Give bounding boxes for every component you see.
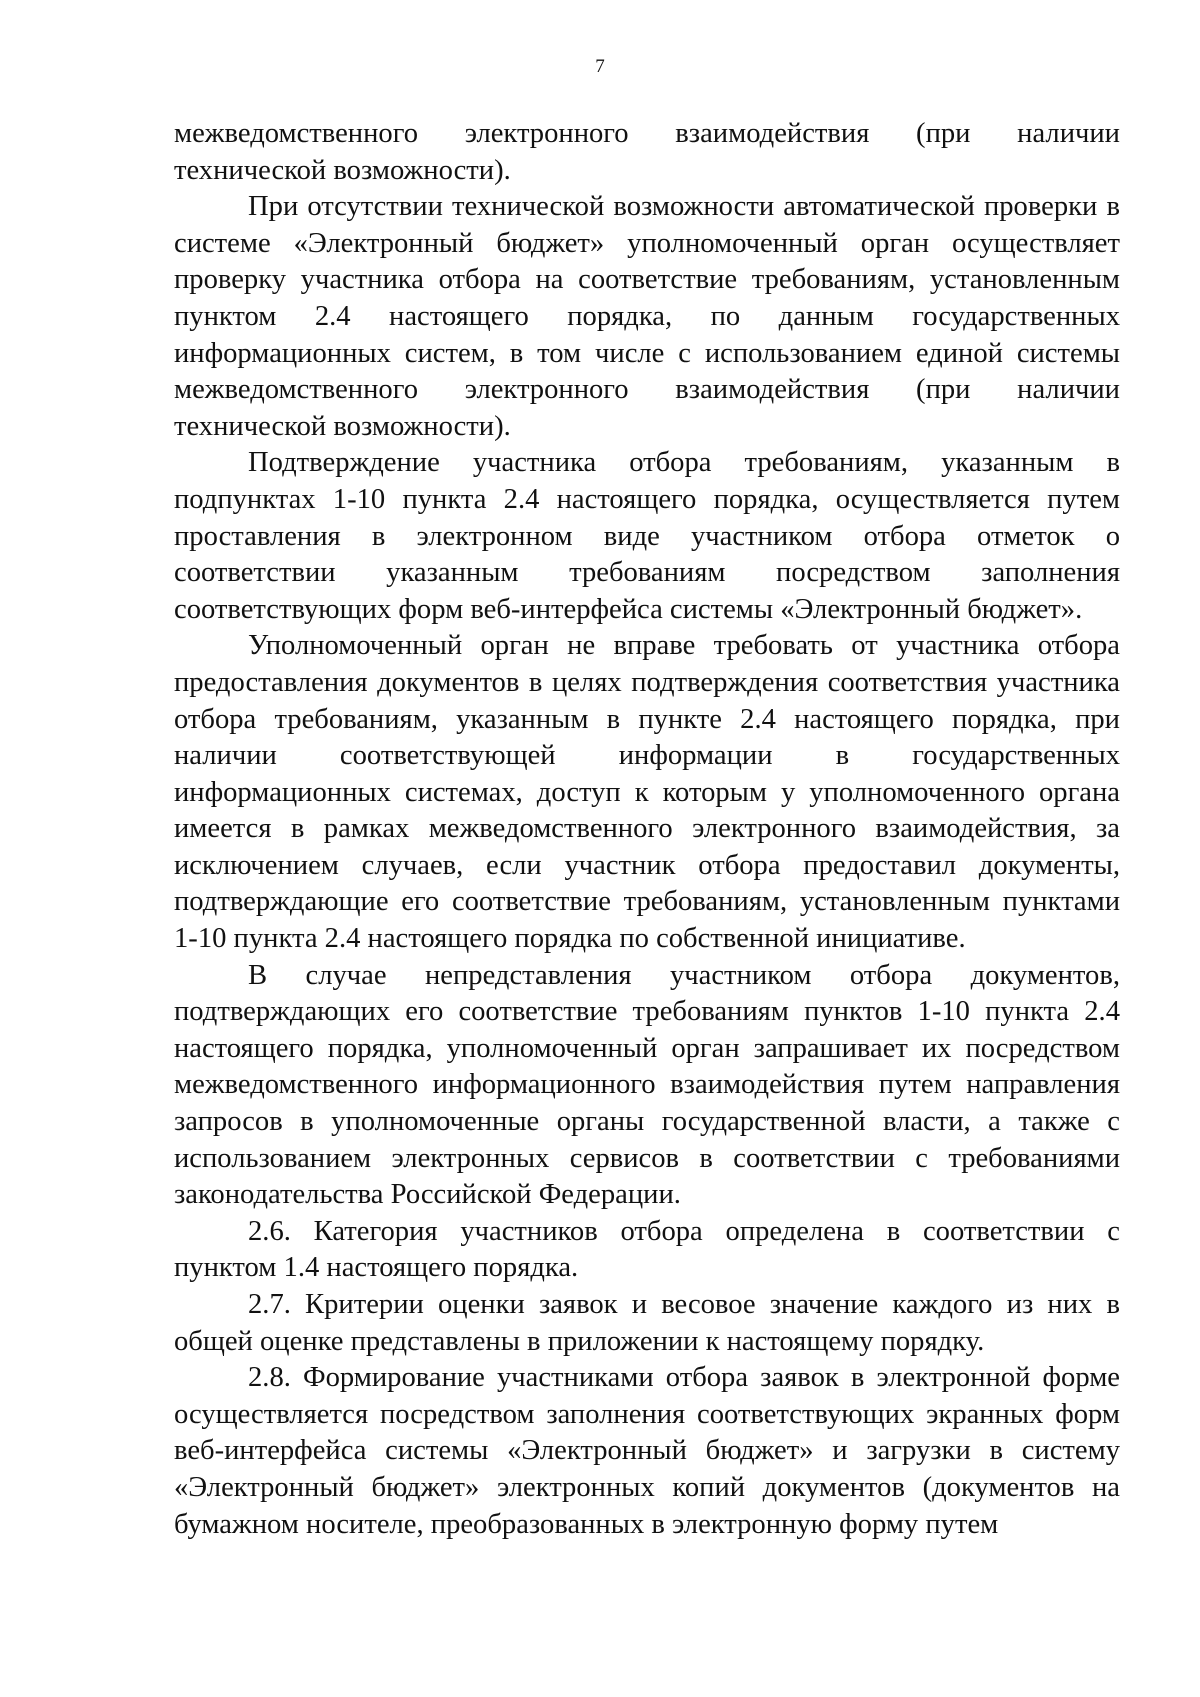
paragraph-clause-2-6: 2.6. Категория участников отбора определена в соответствии с пунктом 1.4 настоящего порядка. [174, 1215, 1120, 1284]
paragraph-confirmation: Подтверждение участника отбора требованиям, указанным в подпунктах 1-10 пункта 2.4 настоящего порядка, осуществляется путем проставления в электронном виде участником отбора отметок о соответствии указанным требованиям посредством заполнения соответствующих форм веб-интерфейса системы «Электронный бюджет». [174, 447, 1120, 625]
paragraph-continuation: межведомственного электронного взаимодействия (при наличии технической возможности). [174, 118, 1120, 186]
document-body [174, 116, 1120, 1543]
paragraph-clause-2-8: 2.8. Формирование участниками отбора заявок в электронной форме осуществляется посредством заполнения соответствующих экранных форм веб-интерфейса системы «Электронный бюджет» и загрузки в систему «Электронный бюджет» электронных копий документов (документов на бумажном носителе, преобразованных в электронную форму путем [174, 1362, 1120, 1540]
paragraph-non-submission: В случае непредставления участником отбора документов, подтверждающих его соответствие требованиям пунктов 1-10 пункта 2.4 настоящего порядка, уполномоченный орган запрашивает их посредством межведомственного информационного взаимодействия путем направления запросов в уполномоченные органы государственной власти, а также с использованием электронных сервисов в соответствии с требованиями законодательства Российской Федерации. [174, 959, 1120, 1211]
paragraph-no-documents-required: Уполномоченный орган не вправе требовать от участника отбора предоставления документов в целях подтверждения соответствия участника отбора требованиям, указанным в пункте 2.4 настоящего порядка, при наличии соответствующей информации в государственных информационных системах, доступ к которым у уполномоченного органа имеется в рамках межведомственного электронного взаимодействия, за исключением случаев, если участник отбора предоставил документы, подтверждающие его соответствие требованиям, установленным пунктами 1-10 пункта 2.4 настоящего порядка по собственной инициативе. [174, 630, 1120, 955]
page-number: 7 [595, 56, 605, 77]
paragraph-clause-2-7: 2.7. Критерии оценки заявок и весовое значение каждого из них в общей оценке представлены в приложении к настоящему порядку. [174, 1289, 1120, 1357]
paragraph-manual-check: При отсутствии технической возможности автоматической проверки в системе «Электронный бюджет» уполномоченный орган осуществляет проверку участника отбора на соответствие требованиям, установленным пунктом 2.4 настоящего порядка, по данным государственных информационных систем, в том числе с использованием единой системы межведомственного электронного взаимодействия (при наличии технической возможности). [174, 191, 1120, 442]
